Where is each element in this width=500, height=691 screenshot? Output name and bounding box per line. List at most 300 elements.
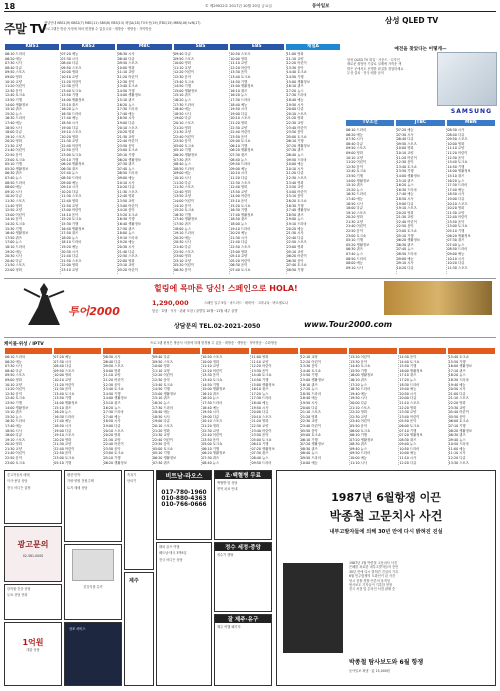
program-line: 07:20 생활정보 [399,433,423,438]
program-line: 07:30 퀴즈 [152,460,170,465]
program-line: 10:20 다큐 [396,265,414,270]
section-title: 주말 TV [4,22,47,36]
program-line: 11:20 어린이 [396,155,417,160]
program-line: 07:40 뉴스 [346,252,363,257]
program-line: 16:40 생활정보 [61,226,85,231]
program-line: 19:40 예능 [448,382,466,387]
program-line: 19:20 예능 [5,249,22,254]
program-line: 21:20 영화 [251,419,269,424]
program-line: 09:50 드라마 [300,456,321,461]
program-line: 10:20 다큐 [447,261,465,266]
program-line: 13:30 음악 [202,373,220,378]
program-line: 19:00 다큐 [103,423,121,428]
samsung-sub-col-body [396,128,445,274]
program-line: 05:10 기행 [103,456,121,461]
program-line: 09:00 영화 [5,377,22,382]
cable-col-body [448,355,495,465]
program-line: 06:20 생활정보 [152,456,177,461]
program-line: 06:10 기행 [251,442,269,447]
program-line: 23:00 토크쇼 [447,224,468,229]
program-line: 18:00 다큐 [5,433,22,438]
program-line: 16:10 퀴즈 [251,387,269,392]
cable-col-body [300,355,347,465]
program-line: 09:00 영화 [346,150,363,155]
program-line: 09:00 예능 [396,256,414,261]
program-line: 10:00 영화 [173,61,191,66]
program-line: 06:10 드라마 [346,128,367,132]
program-line: 06:30 음악 [173,267,191,272]
samsung-logo: SAMSUNG [450,108,492,115]
program-line: 08:30 시사 [117,52,135,56]
program-line: 11:10 시사 [350,460,367,465]
program-line: 15:50 기행 [300,373,318,378]
program-line: 10:10 교양 [61,74,79,79]
program-line: 16:20 뉴스 [396,183,414,188]
ad-title: 비트남·라오스 [157,471,211,480]
program-line: 10:00 예능 [286,162,304,167]
program-line: 05:00 토크쇼 [286,134,307,139]
program-line: 15:10 퀴즈 [346,183,363,188]
program-line: 11:20 어린이 [5,84,26,89]
program-line: 23:00 토크쇼 [5,460,26,465]
tour-photo [384,281,492,315]
program-line: 18:40 예능 [173,107,191,112]
program-line: 10:00 영화 [103,368,121,373]
program-line: 23:30 교양 [448,405,466,410]
program-line: 11:30 스포츠 [173,185,195,190]
program-line: 16:00 생활정보 [399,368,423,373]
program-line: 16:20 뉴스 [230,93,248,98]
program-line: 21:30 교양 [447,210,465,215]
program-line: 13:30 음악 [251,368,269,373]
program-line: 07:40 뉴스 [5,176,22,181]
program-line: 08:40 다큐 [103,359,121,364]
program-line: 09:50 스포츠 [346,146,367,151]
program-line: 21:30 교양 [396,215,414,220]
program-line: 07:20 예능 [396,128,414,132]
program-line: 16:20 뉴스 [447,178,465,183]
program-line: 10:10 시사 [230,171,248,176]
program-line: 17:20 뉴스 [300,387,318,392]
tour-brand: 투어2000 [68,305,120,318]
program-line: 22:30 교양 [286,120,304,125]
program-line: 12:30 음악 [152,377,170,382]
tour-price: 1,290,000 [152,299,189,307]
program-line: 23:50 음악 [117,143,135,148]
program-line: 14:50 기행 [202,382,220,387]
program-line: 12:20 어린이 [173,70,195,75]
program-line: 12:30 음악 [396,160,414,165]
program-line: 17:40 예능 [61,116,79,121]
program-line: 10:00 영화 [202,359,220,364]
phone-1: 017-780-1960 [161,490,207,496]
program-line: 06:10 기행 [230,143,248,148]
program-line: 12:30 음악 [54,387,72,392]
program-line: 17:20 뉴스 [350,382,367,387]
program-line: 18:40 예능 [286,97,304,102]
program-line: 15:50 기행 [350,368,367,373]
program-line: 11:00 예능 [448,446,466,451]
program-line: 05:20 생활정보 [5,166,29,171]
program-line: 21:30 교양 [5,143,22,148]
program-line: 21:30 교양 [117,134,135,139]
program-line: 23:50 음악 [152,442,170,447]
program-line: 18:50 시사 [173,111,191,116]
program-line: 22:50 음악 [396,224,414,229]
program-line: 13:30 스포츠 [448,460,469,465]
program-line: 20:10 스포츠 [103,428,124,433]
cable-col-header [5,348,52,354]
program-line: 17:50 퀴즈 [61,231,79,236]
program-line: 09:40 뉴스 [350,446,367,451]
program-line: 23:50 음악 [230,134,248,139]
program-line: 13:50 교양 [230,189,248,194]
program-line: 05:20 어린이 [117,267,138,272]
program-line: 12:20 다큐 [399,460,417,465]
cable-col-body [152,355,199,465]
program-line: 19:00 다큐 [152,419,170,424]
program-line: 06:20 생활정보 [117,157,141,162]
program-line: 11:00 영화 [286,52,304,56]
program-line: 16:10 퀴즈 [202,391,220,396]
program-line: 22:50 음악 [5,153,22,158]
cable-col-header [103,348,150,354]
ad-headline: 예전을 찾았다는 어떻게— [394,47,447,52]
program-line: 20:20 영화 [117,130,135,135]
program-line: 10:00 영화 [61,70,79,75]
program-line: 18:40 예능 [152,410,170,415]
program-line: 17:50 퀴즈 [117,226,135,231]
program-line: 06:20 생활정보 [230,148,254,153]
program-line: 15:10 퀴즈 [152,396,170,401]
program-line: 22:30 교양 [300,419,318,424]
program-line: 22:00 영화 [5,267,22,272]
program-line: 17:30 드라마 [103,410,124,415]
program-line: 10:50 드라마 [448,442,469,447]
program-line: 20:10 스포츠 [230,116,251,121]
cable-col-header [202,348,249,354]
program-line: 21:10 스포츠 [448,396,469,401]
program-line: 18:50 시사 [117,116,135,121]
program-line: 21:10 스포츠 [300,410,321,415]
program-line: 17:00 뉴스 [5,240,22,245]
program-line: 18:00 뉴스 [117,231,135,236]
program-line: 09:50 스포츠 [117,61,138,66]
program-line: 20:00 다큐 [286,107,304,112]
program-line: 17:10 퀴즈 [399,373,417,378]
paper-name: 동아일보 [312,4,330,9]
program-line: 12:30 음악 [5,88,22,93]
program-line: 21:40 다큐 [173,244,191,249]
program-line: 11:20 어린이 [346,160,367,165]
program-line: 05:00 토크쇼 [300,433,321,438]
program-line: 07:30 퀴즈 [447,238,465,243]
program-line: 10:00 영화 [152,364,170,369]
program-line: 12:30 음악 [5,391,22,396]
program-line: 13:30 음악 [350,359,367,364]
program-line: 14:20 토크쇼 [5,221,26,226]
program-line: 09:10 시사 [346,265,363,270]
program-line: 09:50 스포츠 [152,359,173,364]
program-line: 07:20 생활정보 [286,143,310,148]
program-line: 11:30 스포츠 [5,199,26,203]
program-line: 07:30 퀴즈 [286,148,304,153]
samsung-sub-col-header: TV조선 [346,120,394,126]
program-line: 19:10 드라마 [173,231,195,236]
program-line: 19:50 시사 [202,410,220,415]
program-line: 16:00 생활정보 [448,364,472,369]
program-line: 17:30 드라마 [251,396,272,401]
program-line: 16:30 드라마 [61,111,82,116]
program-line: 13:30 음악 [300,364,318,369]
program-line: 05:10 기행 [173,148,191,153]
program-line: 06:00 토크쇼 [399,423,420,428]
program-line: 07:20 예능 [54,355,72,359]
program-line: 15:20 토크쇼 [230,203,251,208]
program-line: 08:30 퀴즈 [448,433,466,438]
program-line: 12:40 영화 [117,194,135,199]
program-line: 21:50 스포츠 [61,258,82,263]
program-line: 18:50 시사 [103,419,121,424]
program-line: 22:40 어린이 [202,433,223,438]
program-line: 07:30 퀴즈 [202,456,220,461]
program-line: 06:10 드라마 [5,355,26,359]
program-line: 09:50 드라마 [230,162,251,167]
program-line: 17:40 예능 [5,120,22,125]
program-line: 21:30 교양 [152,433,170,438]
tour-url[interactable]: www.Tour2000.com [304,320,393,329]
program-line: 05:10 기행 [61,157,79,162]
program-line: 12:30 음악 [117,79,135,84]
program-line: 08:50 기행 [286,267,304,272]
program-line: 22:20 영화 [399,405,417,410]
tv-image [437,52,497,106]
program-line: 18:20 뉴스 [448,373,466,378]
cleaning-ad: 정수 세정·중앙 정수기 렌탈 [214,542,272,612]
program-line: 09:40 뉴스 [399,442,417,447]
program-line: 18:40 예능 [202,405,220,410]
program-line: 12:20 어린이 [230,65,251,70]
program-line: 14:50 기행 [117,88,135,93]
program-line: 20:10 스포츠 [117,125,138,130]
program-line: 13:50 기행 [5,97,22,102]
program-line: 20:00 다큐 [300,405,318,410]
samsung-ad [345,44,496,274]
program-line: 09:00 예능 [117,176,135,181]
program-line: 15:10 퀴즈 [54,405,72,410]
program-line: 11:10 교양 [103,373,121,378]
program-line: 22:30 교양 [350,414,367,419]
program-line: 19:20 예능 [61,244,79,249]
program-line: 11:10 시사 [399,456,417,461]
program-line: 17:40 생활정보 [173,217,198,222]
program-line: 17:10 퀴즈 [448,368,466,373]
program-line: 18:40 예능 [230,102,248,107]
program-line: 18:10 드라마 [5,244,26,249]
ad-body-line: 삼성 QLED TV 화질 · 사운드 · 디자인 [347,58,400,62]
program-line: 08:30 퀴즈 [350,442,367,447]
program-line: 08:30 퀴즈 [300,446,318,451]
program-line: 22:40 어린이 [173,134,195,139]
program-line: 13:20 어린이 [350,355,371,359]
program-line: 11:10 교양 [152,368,170,373]
program-line: 08:40 다큐 [346,141,363,146]
program-line: 12:10 교양 [300,355,318,359]
program-line: 17:40 예능 [54,419,72,424]
program-line: 22:50 음악 [61,148,79,153]
program-line: 06:10 드라마 [5,52,26,56]
program-line: 05:20 어린이 [173,263,195,268]
classified-ad-3: 한의원·건강 상담 무료 상담 전화 [4,584,62,620]
classified-ad-4: 1억원 대출 상담 [4,622,62,686]
program-line: 16:20 뉴스 [103,405,121,410]
program-line: 11:10 교양 [230,61,248,66]
samsung-sub-col-header: JTBC [396,120,444,126]
program-line: 08:30 시사 [103,355,121,359]
program-line: 07:30 퀴즈 [251,451,269,456]
program-line: 20:20 영화 [396,210,414,215]
program-line: 23:50 음악 [251,433,269,438]
program-line: 21:20 영화 [173,125,191,130]
program-line: 08:40 다큐 [54,364,72,369]
program-line: 14:00 생활정보 [61,97,85,102]
program-line: 20:20 영화 [103,433,121,438]
program-line: 10:10 교양 [5,79,22,84]
program-line: 10:20 다큐 [117,185,135,190]
program-line: 14:00 생활정보 [5,405,29,410]
program-line: 13:50 기행 [61,93,79,98]
cable-col-body [349,355,396,465]
program-line: 10:50 드라마 [399,446,420,451]
program-line: 07:40 토크쇼 [230,267,251,272]
program-line: 11:10 교양 [117,70,135,75]
program-line: 14:00 생활정보 [346,178,370,183]
program-line: 20:40 다큐 [5,258,22,263]
program-line: 07:40 뉴스 [396,247,414,252]
program-line: 23:40 어린이 [251,428,272,433]
program-line: 09:00 예능 [173,171,191,176]
program-line: 09:50 드라마 [286,157,307,162]
program-line: 11:20 어린이 [5,387,26,392]
program-line: 12:40 영화 [230,185,248,190]
program-line: 22:30 교양 [202,428,220,433]
program-line: 19:10 스포츠 [5,134,26,139]
program-line: 07:20 생활정보 [350,437,374,442]
program-line: 16:20 뉴스 [54,410,72,415]
program-line: 15:10 음악 [286,194,304,199]
program-line: 15:20 뉴스 [5,414,22,419]
program-line: 13:40 토크쇼 [54,391,75,396]
program-line: 19:00 다큐 [117,120,135,125]
program-line: 22:00 영화 [117,258,135,263]
ad-title: 정수 세정·중앙 [215,543,271,551]
program-line: 07:10 기행 [399,428,417,433]
program-line: 21:20 영화 [202,423,220,428]
program-line: 18:50 시사 [152,414,170,419]
program-line: 14:00 생활정보 [103,396,127,401]
program-line: 22:40 어린이 [396,219,417,224]
program-line: 15:10 퀴즈 [447,173,465,178]
program-line: 17:30 드라마 [447,183,468,188]
program-line: 19:00 다큐 [230,111,248,116]
vietnam-laos-ad [156,470,212,540]
program-line: 06:10 기행 [286,139,304,144]
program-line: 08:40 다큐 [5,368,22,373]
program-line: 17:20 뉴스 [399,377,417,382]
tv-col-body [117,52,171,274]
book-subhead: 내부고발자들에 의해 30년 만에 다시 밝혀진 진실 [329,529,443,535]
program-line: 08:40 다큐 [5,65,22,70]
program-line: 15:10 퀴즈 [173,93,191,98]
program-line: 22:50 스포츠 [286,240,307,245]
program-line: 11:20 어린이 [61,79,82,84]
program-line: 07:30 시사 [5,61,22,66]
program-line: 22:30 교양 [251,423,269,428]
program-line: 13:00 어린이 [5,212,26,217]
tour-detail-2: 항공 · 호텔 · 식사 · 관광 포함 / 출발일 10월~11월 매주 출발 [152,309,238,313]
program-line: 06:00 토크쇼 [448,419,469,424]
program-line: 14:50 기행 [447,164,465,169]
program-line: 17:20 뉴스 [286,88,304,93]
book-ad [276,470,496,686]
program-line: 13:00 어린이 [117,203,138,208]
program-line: 07:40 뉴스 [447,242,465,247]
program-line: 18:40 예능 [251,400,269,405]
program-line: 09:50 스포츠 [5,70,26,75]
cable-note: 프로그램 편성은 방송사 사정에 의해 변경될 수 있음 · 재방송 · 생방송 · 자막방송 · 수화방송 [150,341,278,345]
program-line: 16:20 뉴스 [202,396,220,401]
program-line: 10:10 교양 [5,382,22,387]
samsung-sub-col-body [346,128,394,274]
program-line: 05:10 기행 [54,460,72,465]
program-line: 12:40 영화 [173,189,191,194]
program-line: 21:30 시사 [230,235,248,240]
program-line: 15:20 토크쇼 [61,217,82,222]
program-line: 16:30 드라마 [5,116,26,121]
program-line: 16:20 뉴스 [152,400,170,405]
program-line: 16:30 기행 [173,212,191,217]
program-line: 09:00 영화 [5,74,22,79]
program-line: 12:20 다큐 [448,456,466,461]
program-line: 19:10 드라마 [286,221,307,226]
classified-col-2c: 상조 서비스 [64,622,122,686]
program-line: 23:40 어린이 [399,414,420,419]
program-line: 20:00 다큐 [350,400,367,405]
program-line: 19:00 다큐 [54,428,72,433]
program-line: 19:20 예능 [117,240,135,245]
classified-col-2a: 펜션·민박 가평·양평 전원주택 토지 매매 상담 [64,470,122,542]
program-line: 07:30 시사 [5,364,22,369]
book-text: 탐사보도 기자들이 기록한 현장 [349,583,393,588]
program-line: 21:00 다큐 [448,391,466,396]
program-line: 08:40 뉴스 [202,460,220,465]
ad-body-line: 무상 설치 · 전국 매장 문의 [347,71,384,76]
program-line: 12:20 어린이 [286,61,307,66]
ad-title: 조·백혈병 무료 [215,471,271,479]
program-line: 17:40 예능 [447,187,465,192]
ad-label: 1억원 [22,638,44,647]
program-line: 06:30 퀴즈 [396,242,414,247]
program-line: 17:40 예능 [396,192,414,197]
program-line: 19:00 다큐 [202,414,220,419]
jeju-ad: 잘 제주·유구 제주 여행 패키지 [214,614,272,686]
program-line: 16:20 토크쇼 [286,199,307,203]
program-line: 23:40 어린이 [350,419,371,424]
program-line: 05:10 기행 [346,238,363,243]
program-line: 22:20 영화 [350,410,367,415]
program-line: 16:30 드라마 [5,419,26,424]
program-line: 17:40 예능 [5,423,22,428]
